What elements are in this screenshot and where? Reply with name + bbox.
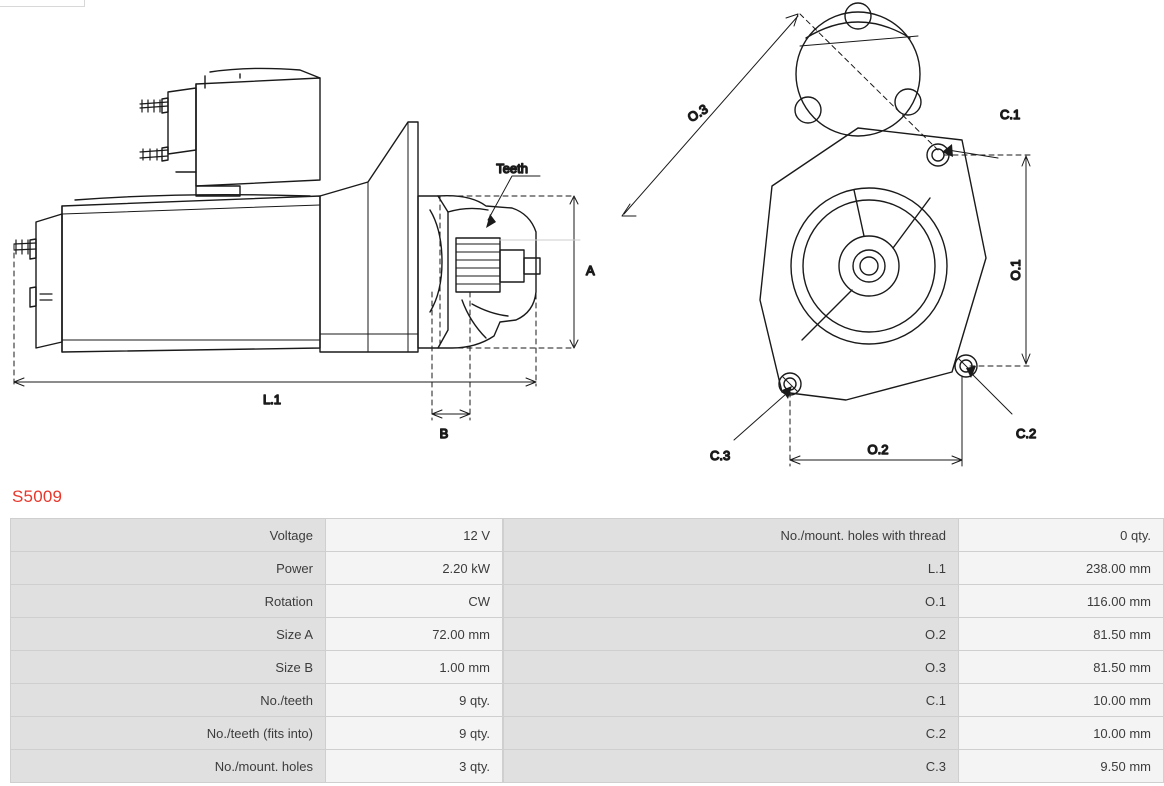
label-o3: O.3 <box>684 101 711 126</box>
table-row <box>11 618 503 651</box>
label-c3: C.3 <box>710 448 731 463</box>
label-o1: O.1 <box>1008 259 1023 281</box>
spec-value: 81.50 mm <box>959 618 1164 651</box>
label-a: A <box>586 263 595 278</box>
table-row <box>11 552 503 585</box>
table-row <box>504 585 1164 618</box>
spec-label: O.2 <box>504 618 959 651</box>
spec-label: No./teeth (fits into) <box>11 717 326 750</box>
label-b: B <box>439 426 449 441</box>
spec-label: C.1 <box>504 684 959 717</box>
table-row <box>11 585 503 618</box>
label-l1: L.1 <box>262 392 282 407</box>
spec-label: C.2 <box>504 717 959 750</box>
spec-label: Power <box>11 552 326 585</box>
spec-value: 3 qty. <box>326 750 503 783</box>
spec-value: 10.00 mm <box>959 717 1164 750</box>
starter-side-view <box>14 68 540 352</box>
table-row <box>504 618 1164 651</box>
table-row <box>504 684 1164 717</box>
table-row <box>504 552 1164 585</box>
table-row <box>504 519 1164 552</box>
spec-label: No./mount. holes <box>11 750 326 783</box>
specification-tables <box>10 518 1151 783</box>
spec-table-right <box>503 518 1164 783</box>
table-row <box>504 651 1164 684</box>
table-row <box>11 750 503 783</box>
table-row <box>11 717 503 750</box>
spec-value: 9 qty. <box>326 684 503 717</box>
spec-label: No./teeth <box>11 684 326 717</box>
spec-label: L.1 <box>504 552 959 585</box>
spec-value: 1.00 mm <box>326 651 503 684</box>
label-teeth: Teeth <box>496 161 528 176</box>
spec-value: 9 qty. <box>326 717 503 750</box>
spec-value: 72.00 mm <box>326 618 503 651</box>
spec-value: 81.50 mm <box>959 651 1164 684</box>
spec-value: 116.00 mm <box>959 585 1164 618</box>
spec-label: O.3 <box>504 651 959 684</box>
spec-value: 0 qty. <box>959 519 1164 552</box>
spec-label: Size A <box>11 618 326 651</box>
table-row <box>11 519 503 552</box>
spec-table-left <box>10 518 503 783</box>
spec-value: 12 V <box>326 519 503 552</box>
spec-value: 10.00 mm <box>959 684 1164 717</box>
label-c2: C.2 <box>1016 426 1037 441</box>
spec-value: CW <box>326 585 503 618</box>
spec-value: 238.00 mm <box>959 552 1164 585</box>
spec-label: No./mount. holes with thread <box>504 519 959 552</box>
part-number: S5009 <box>12 487 63 506</box>
spec-label: Voltage <box>11 519 326 552</box>
label-c1: C.1 <box>1000 107 1021 122</box>
spec-value: 2.20 kW <box>326 552 503 585</box>
spec-value: 9.50 mm <box>959 750 1164 783</box>
starter-end-view <box>760 3 986 400</box>
spec-label: O.1 <box>504 585 959 618</box>
spec-label: Rotation <box>11 585 326 618</box>
table-row <box>504 717 1164 750</box>
spec-label: C.3 <box>504 750 959 783</box>
table-row <box>504 750 1164 783</box>
label-o2: O.2 <box>867 442 889 457</box>
spec-label: Size B <box>11 651 326 684</box>
table-row <box>11 651 503 684</box>
table-row <box>11 684 503 717</box>
